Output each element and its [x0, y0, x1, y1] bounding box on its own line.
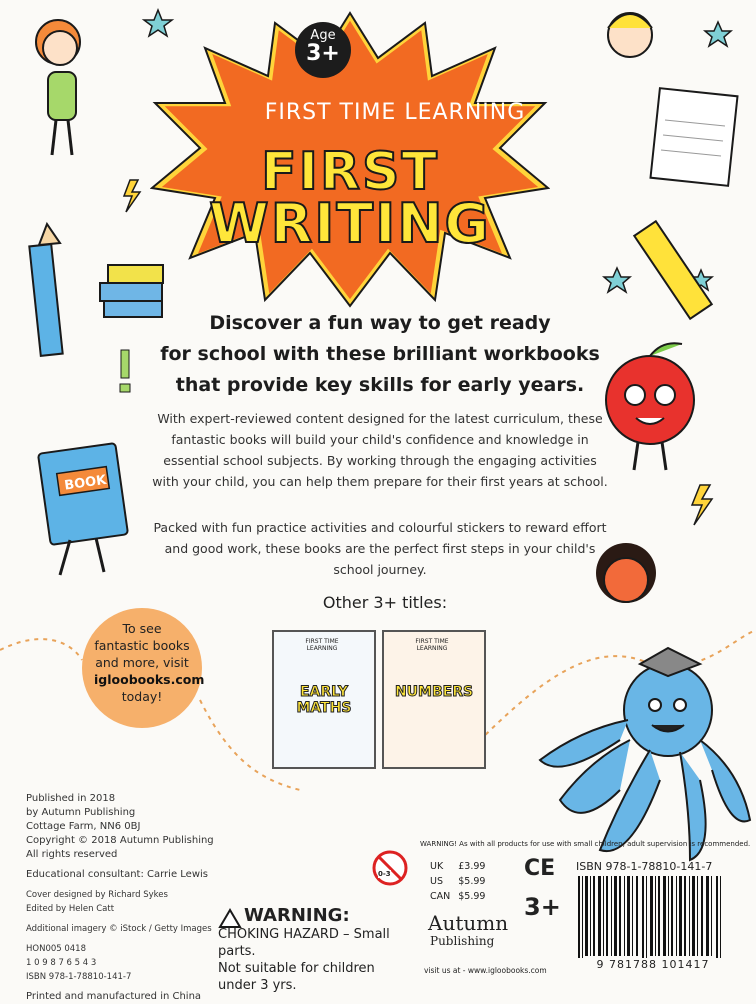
book-thumbnail-early-maths — [272, 630, 376, 769]
promo-url[interactable]: igloobooks.com — [94, 672, 205, 687]
choking-warning — [218, 905, 413, 994]
consultant-line: Educational consultant: Carrie Lewis — [26, 869, 208, 880]
tagline-line: for school with these brilliant workbooks — [160, 343, 600, 365]
other-titles-heading: Other 3+ titles: — [322, 593, 448, 612]
age-badge — [295, 22, 351, 78]
price-row — [430, 875, 491, 888]
price-row — [430, 890, 491, 903]
age-restriction-icon — [374, 852, 406, 884]
series-name: FIRST TIME LEARNING — [264, 100, 526, 125]
title-line-2: WRITING — [209, 192, 491, 255]
ce-mark: CE — [524, 856, 556, 881]
book-thumbnail-numbers — [382, 630, 486, 769]
exclamation-doodle — [120, 350, 130, 392]
title-line-1: FIRST — [261, 142, 439, 202]
octopus-doodle — [540, 648, 750, 860]
website-promo — [82, 608, 205, 728]
price-table — [428, 858, 493, 905]
imprint-line: Copyright © 2018 Autumn Publishing — [26, 835, 214, 846]
thumbnail-series: FIRST TIME LEARNING — [415, 638, 449, 652]
thumbnail-title: NUMBERS — [394, 684, 474, 700]
design-line: Cover designed by Richard Sykes — [26, 890, 168, 900]
promo-text: To see fantastic books and more, visit — [94, 621, 190, 670]
code-line: 1 0 9 8 7 6 5 4 3 — [26, 958, 97, 968]
barcode — [576, 876, 726, 964]
logo-line-2: Publishing — [430, 934, 495, 948]
editor-line: Edited by Helen Catt — [26, 904, 115, 914]
age-word: Age — [310, 28, 336, 43]
publisher-logo — [428, 911, 509, 950]
svg-text:BOOK: BOOK — [63, 472, 108, 494]
code-line: HON005 0418 — [26, 944, 86, 954]
thumbnail-series: FIRST TIME LEARNING — [305, 638, 339, 652]
printed-line: Printed and manufactured in China — [26, 991, 202, 1002]
imprint-line: by Autumn Publishing — [26, 807, 136, 818]
price-value: $5.99 — [458, 876, 486, 887]
imprint-line: All rights reserved — [26, 849, 118, 860]
notepad-doodle — [651, 88, 738, 186]
tagline-line: that provide key skills for early years. — [175, 374, 585, 396]
age-symbol-label: 0-3 — [378, 870, 391, 878]
barcode-number: 9 781788 101417 — [578, 958, 728, 971]
imprint-block — [26, 792, 216, 1004]
age-value: 3+ — [306, 41, 340, 66]
warning-line-1: CHOKING HAZARD – Small parts. — [218, 927, 390, 959]
description-paragraph-1: With expert-reviewed content designed for the latest curriculum, these fantastic books will build your child's confidence and knowledge in essential school subjects. By working through the engaging activities with your child, you can help them prepare for their first years at school. — [152, 411, 608, 489]
price-region: CAN — [430, 891, 451, 902]
code-line: ISBN 978-1-78810-141-7 — [26, 972, 132, 982]
apple-character-doodle — [606, 343, 694, 470]
imprint-line: Cottage Farm, NN6 0BJ — [26, 821, 141, 832]
visit-website[interactable]: visit us at - www.igloobooks.com — [424, 966, 547, 975]
description-paragraph-2: Packed with fun practice activities and colourful stickers to reward effort and good work, these books are the perfect first steps in your child's school journey. — [153, 520, 607, 577]
tagline-line: Discover a fun way to get ready — [209, 312, 551, 334]
price-region: US — [430, 876, 443, 887]
warning-title: WARNING: — [244, 905, 350, 926]
logo-line-1: Autumn — [428, 911, 509, 935]
price-value: $5.99 — [458, 891, 486, 902]
girl-doodle — [36, 20, 80, 155]
imprint-line: Published in 2018 — [26, 793, 116, 804]
thumbnail-title: EARLY MATHS — [296, 684, 352, 716]
tagline — [150, 308, 610, 401]
isbn-label: ISBN 978-1-78810-141-7 — [576, 860, 713, 873]
price-row — [430, 860, 491, 873]
promo-end: today! — [121, 689, 163, 704]
price-value: £3.99 — [458, 861, 486, 872]
supervision-note: WARNING! As with all products for use with small children, adult supervision is recommended. — [420, 840, 751, 848]
age-3-plus-badge: 3+ — [524, 893, 561, 921]
book-character-doodle — [38, 443, 128, 575]
warning-line-2: Not suitable for children under 3 yrs. — [218, 961, 375, 993]
imagery-credit: Additional imagery © iStock / Getty Images — [26, 924, 212, 934]
price-region: UK — [430, 861, 444, 872]
boy-face-doodle — [608, 13, 652, 57]
